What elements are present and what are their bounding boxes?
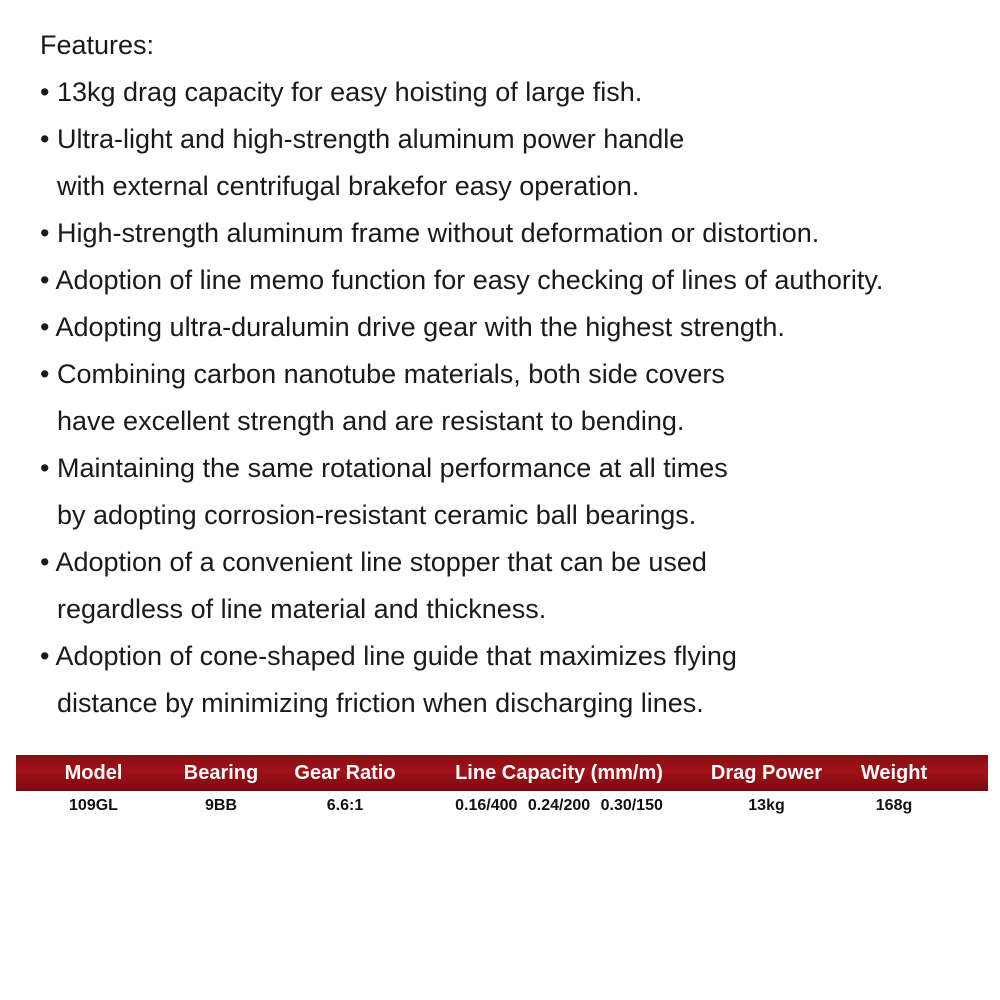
feature-line: • Adoption of a convenient line stopper that can be used [40,547,707,577]
feature-line: • High-strength aluminum frame without deformation or distortion. [40,218,820,248]
feature-line-continued: regardless of line material and thickness. [57,594,547,624]
line-capacity-value: 0.30/150 [600,797,663,814]
feature-line: • Combining carbon nanotube materials, both side covers [40,359,725,389]
header-line-capacity: Line Capacity (mm/m) [455,761,663,784]
feature-line: • Ultra-light and high-strength aluminum power handle [40,124,685,154]
feature-line-continued: distance by minimizing friction when discharging lines. [57,688,704,718]
cell-drag-power: 13kg [748,797,785,814]
header-model: Model [64,761,123,784]
feature-line: • Adopting ultra-duralumin drive gear with the highest strength. [40,312,785,342]
cell-model: 109GL [69,797,118,814]
feature-line: • Adoption of cone-shaped line guide that maximizes flying [40,641,737,671]
feature-line-continued: by adopting corrosion-resistant ceramic ball bearings. [57,500,697,530]
cell-gear-ratio: 6.6:1 [326,797,364,814]
spec-table-header [16,755,988,791]
feature-line: • Maintaining the same rotational performance at all times [40,453,728,483]
features-section [40,22,995,727]
feature-line-continued: have excellent strength and are resistant to bending. [57,406,685,436]
line-capacity-value: 0.24/200 [527,797,591,814]
spec-table [16,755,988,821]
feature-line: • Adoption of line memo function for easy checking of lines of authority. [40,265,884,295]
table-row [16,791,988,821]
features-heading: Features: [40,30,155,60]
cell-line-capacity [419,797,699,815]
feature-line-continued: with external centrifugal brakefor easy operation. [57,171,640,201]
cell-bearing: 9BB [204,797,237,814]
header-drag-power: Drag Power [710,761,823,784]
feature-line: • 13kg drag capacity for easy hoisting of large fish. [40,77,643,107]
cell-weight: 168g [875,797,913,814]
header-gear-ratio: Gear Ratio [294,761,396,784]
line-capacity-value: 0.16/400 [455,797,518,814]
header-weight: Weight [860,761,928,784]
header-bearing: Bearing [183,761,259,784]
